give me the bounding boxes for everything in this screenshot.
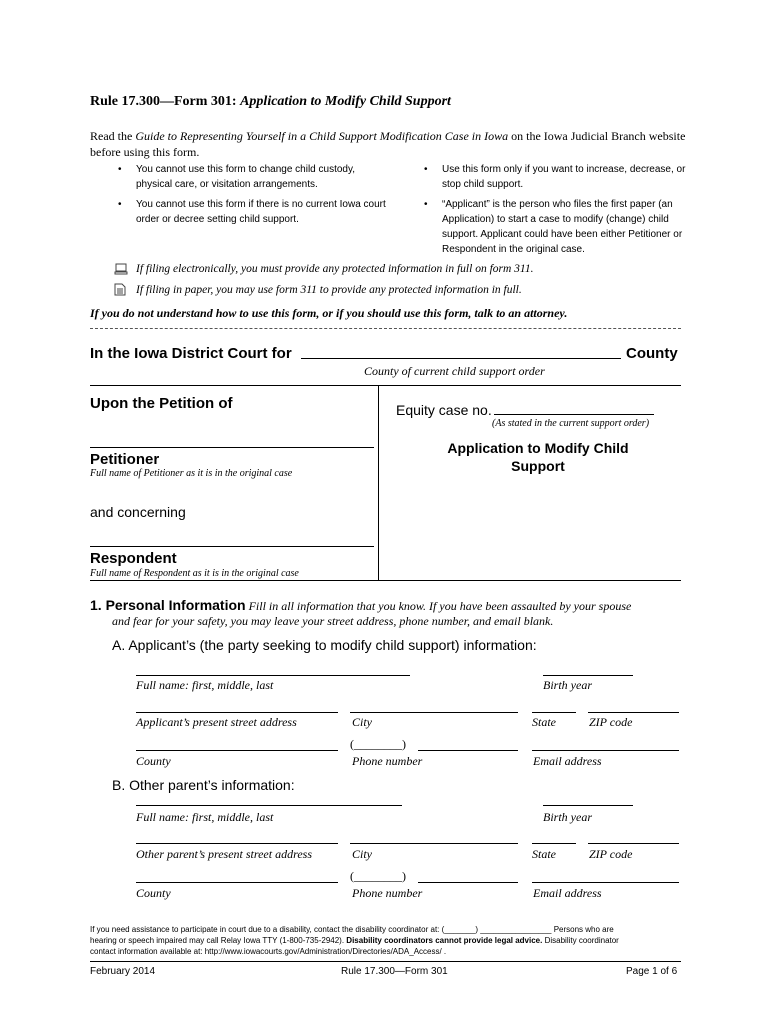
disability-line2 [90, 935, 690, 946]
bullet-text: stop child support. [442, 179, 524, 190]
bullet-icon: • [424, 199, 428, 210]
and-concerning: and concerning [90, 504, 186, 520]
label-phone: Phone number [352, 886, 423, 900]
disability-line1: If you need assistance to participate in court due to a disability, contact the disability coordinator at: (_______) ________________ Persons who are [90, 925, 614, 934]
disability-notice [90, 924, 690, 957]
applicant-birth-year-input[interactable] [543, 675, 633, 676]
petitioner-name-input[interactable] [90, 447, 374, 448]
label-county: County [136, 886, 171, 900]
label-full-name: Full name: first, middle, last [136, 678, 274, 692]
note-paper: If filing in paper, you may use form 311 to provide any protected information in full. [136, 284, 522, 296]
intro-line2: before using this form. [90, 145, 200, 159]
attorney-note: If you do not understand how to use this form, or if you should use this form, talk to an attorney. [90, 306, 568, 320]
applicant-email-input[interactable] [532, 750, 679, 751]
other-area-code-input[interactable]: (________) [350, 869, 406, 883]
paper-icon [114, 283, 126, 301]
applicant-street-input[interactable] [136, 712, 338, 713]
label-other-address: Other parent’s present street address [136, 847, 312, 861]
footer-page: Page 1 of 6 [626, 966, 678, 977]
section1-instr2: and fear for your safety, you may leave your street address, phone number, and email blank. [112, 614, 554, 628]
disability-coordinator: Disability coordinator [544, 936, 619, 945]
intro-post: on the Iowa Judicial Branch website [511, 129, 686, 143]
other-full-name-input[interactable] [136, 805, 402, 806]
equity-case-input[interactable] [494, 414, 654, 415]
applicant-zip-input[interactable] [588, 712, 679, 713]
label-state: State [532, 715, 556, 729]
other-parent-title: B. Other parent’s information: [112, 777, 295, 793]
intro-pre: Read the [90, 129, 133, 143]
respondent-name-input[interactable] [90, 546, 374, 547]
footer-form: Rule 17.300—Form 301 [341, 966, 448, 977]
form-title [90, 94, 451, 110]
court-suffix: County [626, 345, 678, 362]
disability-warning: Disability coordinators cannot provide legal advice. [346, 936, 543, 945]
bullet-text: Application) to start a case to modify (change) child [442, 214, 669, 225]
applicant-county-input[interactable] [136, 750, 338, 751]
bullet-icon: • [118, 199, 122, 210]
applicant-city-input[interactable] [350, 712, 518, 713]
bullet-text: You cannot use this form to change child custody, [136, 164, 356, 175]
label-full-name: Full name: first, middle, last [136, 810, 274, 824]
applicant-state-input[interactable] [532, 712, 576, 713]
label-zip: ZIP code [589, 847, 633, 861]
petitioner-note: Full name of Petitioner as it is in the original case [90, 468, 293, 479]
bullet-text: Use this form only if you want to increase, decrease, or [442, 164, 686, 175]
applicant-area-code-input[interactable]: (________) [350, 737, 406, 751]
equity-note: (As stated in the current support order) [492, 418, 650, 429]
label-birth-year: Birth year [543, 810, 592, 824]
form-title-name: Application to Modify Child Support [240, 94, 451, 109]
other-county-input[interactable] [136, 882, 338, 883]
petition-of: Upon the Petition of [90, 395, 233, 412]
label-email: Email address [533, 886, 602, 900]
bullet-text: Respondent in the original case. [442, 244, 585, 255]
other-phone-input[interactable] [418, 882, 518, 883]
label-county: County [136, 754, 171, 768]
other-birth-year-input[interactable] [543, 805, 633, 806]
bullet-icon: • [118, 164, 122, 175]
document-title-line2: Support [511, 458, 565, 474]
other-email-input[interactable] [532, 882, 679, 883]
label-birth-year: Birth year [543, 678, 592, 692]
disability-relay: hearing or speech impaired may call Relay Iowa TTY (1-800-735-2942). [90, 936, 345, 945]
label-city: City [352, 715, 372, 729]
other-state-input[interactable] [532, 843, 576, 844]
bullet-text: order or decree setting child support. [136, 214, 299, 225]
bullet-icon: • [424, 164, 428, 175]
other-city-input[interactable] [350, 843, 518, 844]
bullet-text: You cannot use this form if there is no current Iowa court [136, 199, 386, 210]
label-email: Email address [533, 754, 602, 768]
county-caption: County of current child support order [364, 364, 545, 378]
other-zip-input[interactable] [588, 843, 679, 844]
label-zip: ZIP code [589, 715, 633, 729]
intro-text [90, 128, 690, 160]
bullet-text: “Applicant” is the person who files the first paper (an [442, 199, 673, 210]
other-street-input[interactable] [136, 843, 338, 844]
document-title [420, 439, 656, 475]
computer-icon [114, 262, 128, 280]
section1-heading: 1. Personal Information [90, 597, 246, 613]
applicant-full-name-input[interactable] [136, 675, 410, 676]
label-city: City [352, 847, 372, 861]
divider [90, 328, 681, 329]
note-electronic: If filing electronically, you must provide any protected information in full on form 311. [136, 263, 534, 275]
form-title-prefix: Rule 17.300—Form 301: [90, 94, 237, 109]
county-input[interactable] [301, 358, 621, 359]
guide-title[interactable]: Guide to Representing Yourself in a Child Support Modification Case in Iowa [135, 129, 509, 143]
document-title-line1: Application to Modify Child [447, 440, 629, 456]
applicant-phone-input[interactable] [418, 750, 518, 751]
section1-instr1: Fill in all information that you know. If you have been assaulted by your spouse [248, 599, 632, 613]
bullet-text: support. Applicant could have been either Petitioner or [442, 229, 683, 240]
respondent-label: Respondent [90, 550, 177, 567]
label-phone: Phone number [352, 754, 423, 768]
caption-divider [378, 386, 379, 580]
court-prefix: In the Iowa District Court for [90, 345, 292, 362]
divider [90, 580, 681, 581]
footer-divider [90, 961, 681, 962]
section1-header [90, 597, 631, 614]
label-applicant-address: Applicant’s present street address [136, 715, 297, 729]
divider [90, 385, 681, 386]
bullet-text: physical care, or visitation arrangements. [136, 179, 318, 190]
footer-date: February 2014 [90, 966, 156, 977]
petitioner-label: Petitioner [90, 451, 160, 468]
respondent-note: Full name of Respondent as it is in the original case [90, 568, 299, 579]
equity-label: Equity case no. [396, 402, 492, 418]
label-state: State [532, 847, 556, 861]
applicant-title: A. Applicant’s (the party seeking to modify child support) information: [112, 637, 537, 653]
disability-line3: contact information available at: http://www.iowacourts.gov/Administration/Directories/ADA_Access/ . [90, 947, 447, 956]
